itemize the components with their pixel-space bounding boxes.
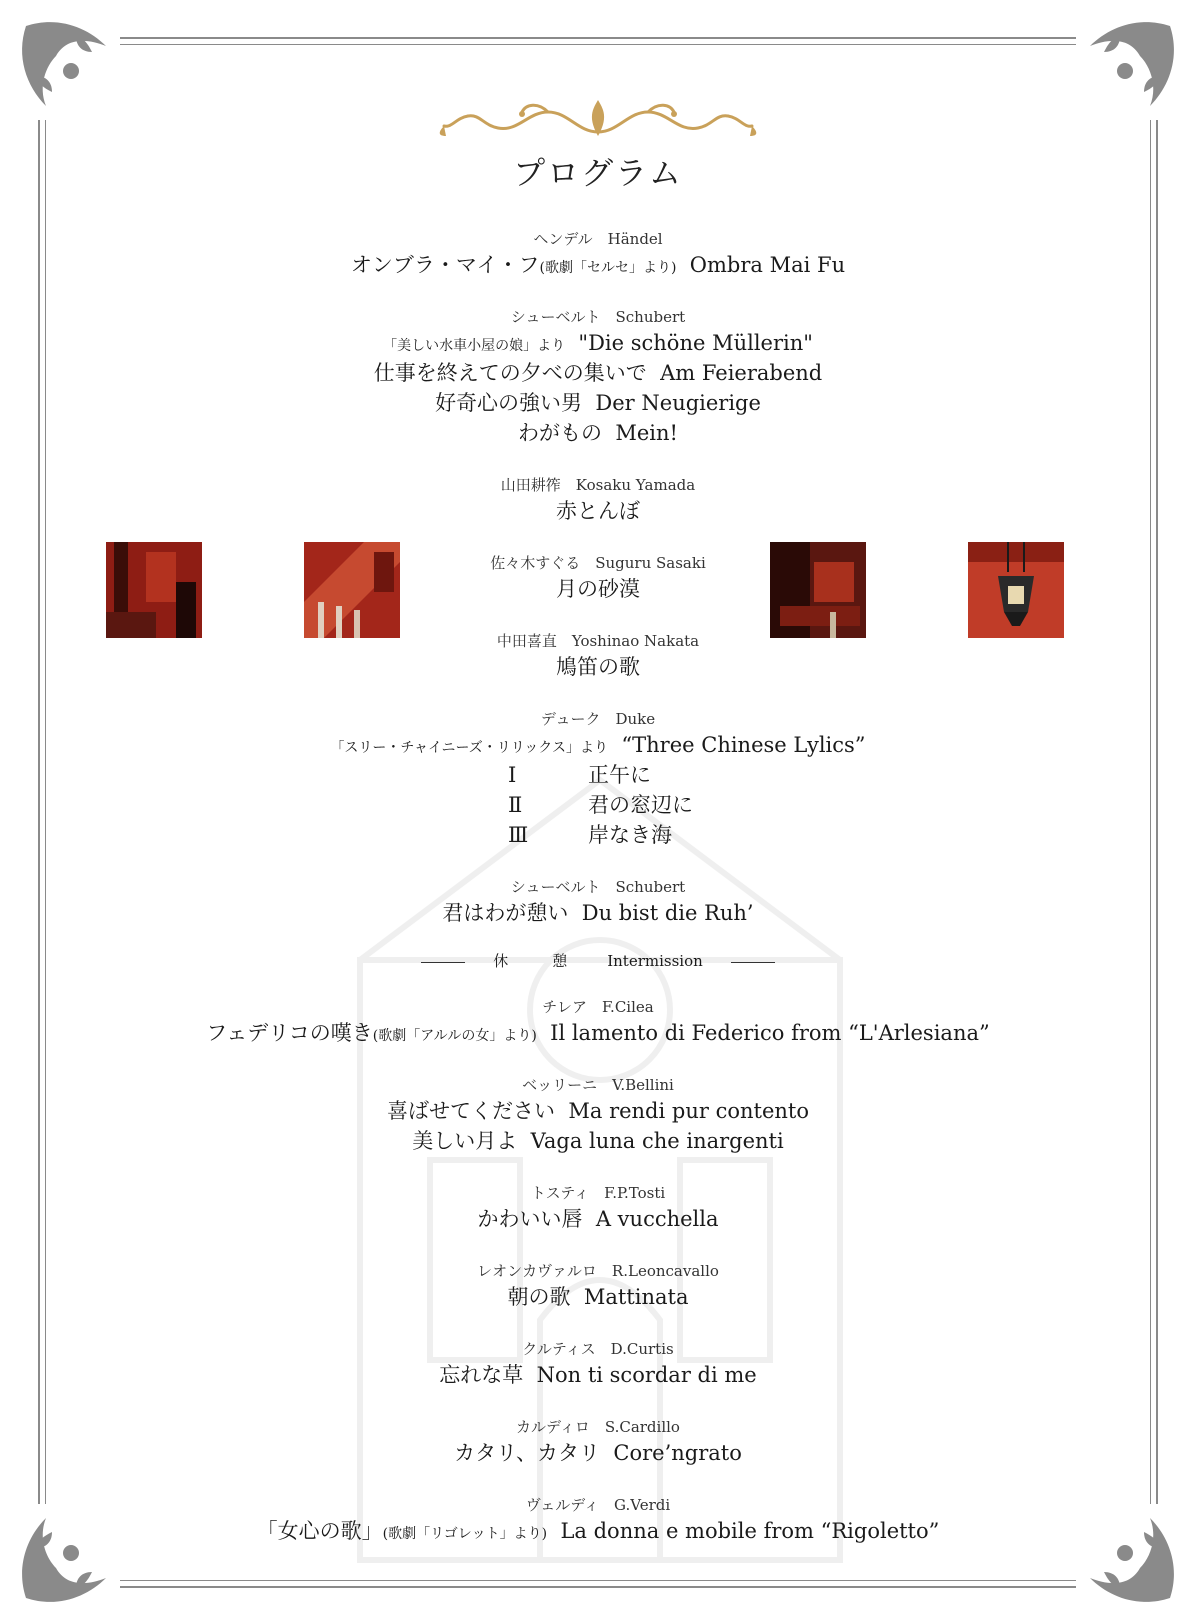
movement-number: Ⅰ [508,763,517,787]
composer-name: レオンカヴァルロ R.Leoncavallo [477,1262,719,1280]
piece-title-en: Du bist die Ruh’ [568,901,754,925]
program-entry [0,1494,1196,1546]
movement-title: 君の窓辺に [588,793,693,817]
composer-name: ヘンデル Händel [533,230,663,248]
piece-title-en: Core’ngrato [600,1441,742,1465]
intermission-jp-2: 憩 [552,952,568,970]
program-entry [0,1074,1196,1156]
piece-note: (歌劇「アルルの女」より) [372,1028,537,1044]
piece-note: 「スリー・チャイニーズ・リリックス」より [330,740,609,756]
program-entry [0,306,1196,448]
composer-name: 中田喜直 Yoshinao Nakata [496,632,700,650]
piece-title-en: Non ti scordar di me [523,1363,757,1387]
program-entry [0,1416,1196,1468]
movement-title: 正午に [588,763,651,787]
piece-title-jp: 美しい月よ [412,1129,518,1153]
piece-title [0,1360,1196,1390]
piece-title-en: A vucchella [582,1207,719,1231]
piece-title-en: Mattinata [570,1285,689,1309]
composer-name: 山田耕筰 Kosaku Yamada [500,476,696,494]
piece-title [0,418,1196,448]
movement-title: 岸なき海 [588,823,672,847]
piece-title [0,1282,1196,1312]
program-entry [0,1260,1196,1312]
piece-title [0,1126,1196,1156]
composer-name: トスティ F.P.Tosti [530,1184,666,1202]
frame-bottom-inner [120,1580,1076,1581]
program-list [0,228,1196,1546]
piece-title-en: Il lamento di Federico from “L'Arlesiana” [536,1021,990,1045]
piece-title-en: Ma rendi pur contento [555,1099,809,1123]
intermission-divider [0,946,1196,976]
intermission-jp-1: 休 [493,952,509,970]
piece-title-jp: 忘れな草 [439,1363,524,1387]
composer-name: 佐々木すぐる Suguru Sasaki [490,554,706,572]
piece-title-jp: 朝の歌 [507,1285,571,1309]
program-entry [0,474,1196,526]
piece-title-jp: 「女心の歌」 [256,1519,383,1543]
frame-top [120,37,1076,39]
composer-name: デューク Duke [540,710,656,728]
piece-title [0,1204,1196,1234]
piece-title [0,1096,1196,1126]
divider-dash [421,962,465,963]
piece-title [0,328,1196,358]
composer-name: シューベルト Schubert [510,878,686,896]
movement [0,790,1196,820]
piece-title-jp: 喜ばせてください [387,1099,556,1123]
piece-title-en: Am Feierabend [646,361,823,385]
piece-title-jp: 仕事を終えての夕べの集いで [373,361,647,385]
piece-title [0,388,1196,418]
program-entry [0,876,1196,928]
piece-title-en: Vaga luna che inargenti [517,1129,784,1153]
movement [0,820,1196,850]
divider-dash [731,962,775,963]
piece-title-jp: 君はわが憩い [442,901,569,925]
piece-title [0,730,1196,760]
frame-bottom [120,1586,1076,1588]
piece-title-jp: わがもの [518,421,603,445]
composer-name: チレア F.Cilea [542,998,654,1016]
program-entry [0,630,1196,682]
piece-title-en: “Three Chinese Lylics” [608,733,866,757]
gold-scroll-ornament [438,92,758,152]
piece-title [0,1438,1196,1468]
program-entry [0,552,1196,604]
piece-title [0,358,1196,388]
piece-title-jp: 好奇心の強い男 [435,391,583,415]
piece-title-jp: 赤とんぼ [556,499,640,523]
program-entry [0,708,1196,850]
piece-title-jp: 鳩笛の歌 [556,655,640,679]
piece-title-en: "Die schöne Müllerin" [565,331,813,355]
piece-title [0,1018,1196,1048]
piece-note: 「美しい水車小屋の娘」より [383,338,566,354]
composer-name: クルティス D.Curtis [522,1340,674,1358]
intermission-en: Intermission [607,952,703,970]
piece-title-en: Ombra Mai Fu [676,253,846,277]
piece-title-en: Der Neugierige [582,391,761,415]
piece-title-en: Mein! [602,421,678,445]
program-entry [0,1338,1196,1390]
composer-name: ベッリーニ V.Bellini [522,1076,674,1094]
piece-title-jp: カタリ、カタリ [454,1441,601,1465]
program-entry [0,1182,1196,1234]
piece-title-jp: 月の砂漠 [556,577,640,601]
program-entry [0,996,1196,1048]
piece-title-jp: オンブラ・マイ・フ [350,253,540,277]
piece-title [0,250,1196,280]
program-entry [0,228,1196,280]
composer-name: カルディロ S.Cardillo [516,1418,680,1436]
movement-number: Ⅲ [508,823,529,847]
piece-title-jp: かわいい唇 [477,1207,583,1231]
piece-title-jp: フェデリコの嘆き [206,1021,373,1045]
corner-ornament-top-left [16,16,126,126]
movement [0,760,1196,790]
page-title: プログラム [513,154,683,192]
movement-number: Ⅱ [508,793,523,817]
composer-name: ヴェルディ G.Verdi [525,1496,671,1514]
corner-ornament-top-right [1070,16,1180,126]
piece-note: (歌劇「セルセ」より) [539,260,677,276]
piece-title-en: La donna e mobile from “Rigoletto” [547,1519,940,1543]
composer-name: シューベルト Schubert [510,308,686,326]
piece-title [0,898,1196,928]
piece-title [0,1516,1196,1546]
frame-top-inner [120,44,1076,45]
piece-note: (歌劇「リゴレット」より) [382,1526,548,1542]
